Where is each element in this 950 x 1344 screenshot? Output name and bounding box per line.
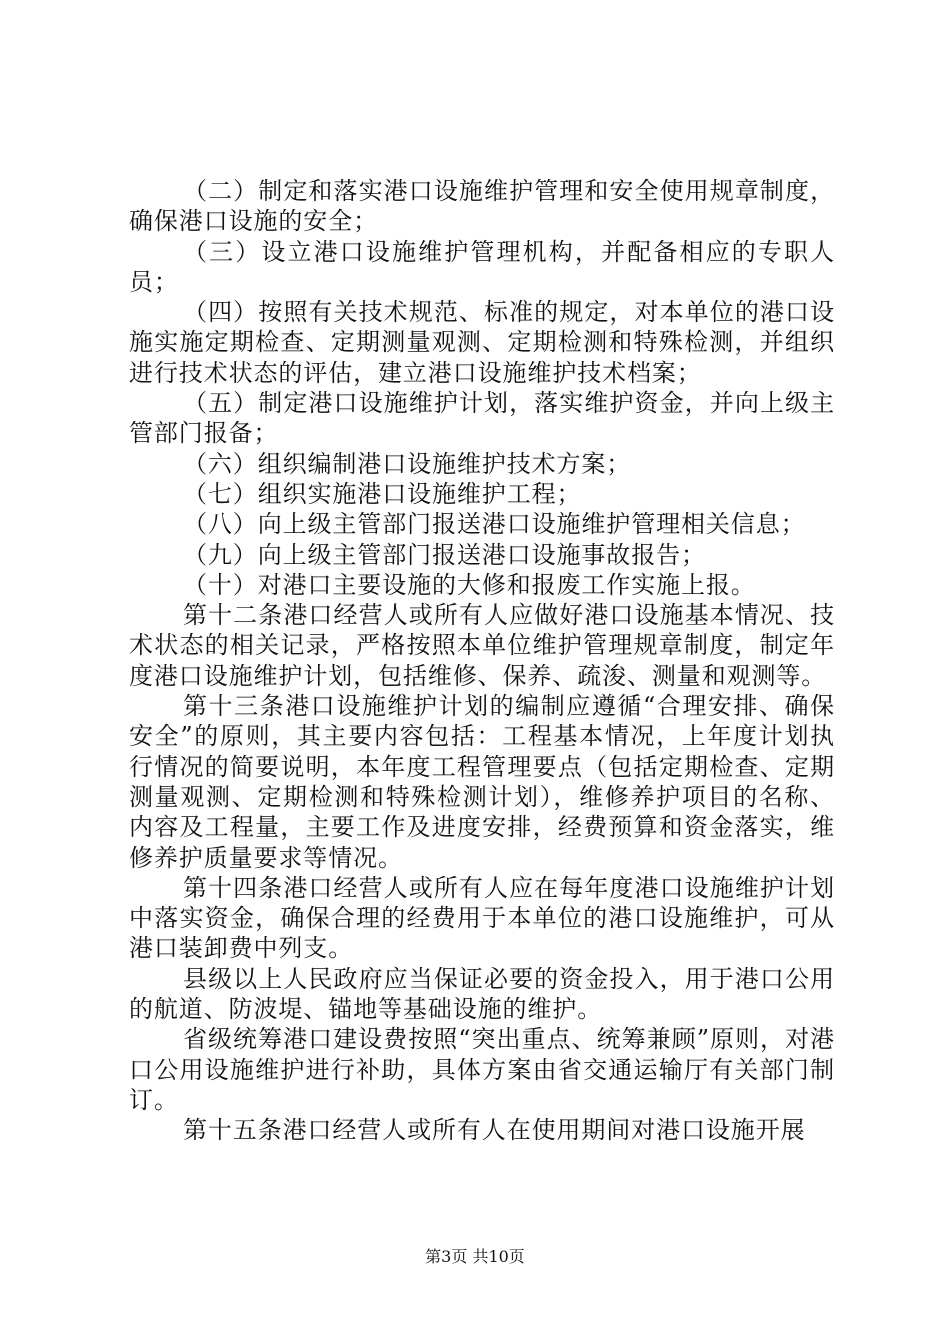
document-body — [129, 176, 835, 1146]
paragraph-article-12: 第十二条港口经营人或所有人应做好港口设施基本情况、技术状态的相关记录，严格按照本单位维护管理规章制度，制定年度港口设施维护计划，包括维修、保养、疏浚、测量和观测等。 — [129, 601, 835, 690]
paragraph-article-15: 第十五条港口经营人或所有人在使用期间对港口设施开展 — [183, 1116, 806, 1145]
paragraph-article-14: 第十四条港口经营人或所有人应在每年度港口设施维护计划中落实资金，确保合理的经费用于本单位的港口设施维护，可从港口装卸费中列支。 — [129, 873, 835, 963]
paragraph-item-5: （五）制定港口设施维护计划，落实维护资金，并向上级主管部门报备； — [129, 389, 835, 448]
paragraph-item-9: （九）向上级主管部门报送港口设施事故报告； — [183, 540, 706, 569]
page-number-footer: 第3页 共10页 — [425, 1247, 525, 1266]
paragraph-item-2: （二）制定和落实港口设施维护管理和安全使用规章制度，确保港口设施的安全； — [129, 177, 835, 236]
paragraph-item-7: （七）组织实施港口设施维护工程； — [183, 479, 582, 508]
paragraph-item-6: （六）组织编制港口设施维护技术方案； — [183, 449, 632, 478]
paragraph-province-funding: 省级统筹港口建设费按照“突出重点、统筹兼顾”原则，对港口公用设施维护进行补助，具体方案由省交通运输厅有关部门制订。 — [129, 1025, 835, 1114]
paragraph-county-funding: 县级以上人民政府应当保证必要的资金投入，用于港口公用的航道、防波堤、锚地等基础设施的维护。 — [129, 964, 835, 1024]
paragraph-item-3: （三）设立港口设施维护管理机构，并配备相应的专职人员； — [129, 237, 835, 296]
paragraph-item-4: （四）按照有关技术规范、标准的规定，对本单位的港口设施实施定期检查、定期测量观测、定期检测和特殊检测，并组织进行技术状态的评估，建立港口设施维护技术档案； — [129, 298, 835, 387]
paragraph-item-10: （十）对港口主要设施的大修和报废工作实施上报。 — [183, 570, 756, 599]
paragraph-item-8: （八）向上级主管部门报送港口设施维护管理相关信息； — [183, 510, 806, 539]
paragraph-article-13: 第十三条港口设施维护计划的编制应遵循“合理安排、确保安全”的原则，其主要内容包括：工程基本情况，上年度计划执行情况的简要说明，本年度工程管理要点（包括定期检查、定期测量观测、定期检测和特殊检测计划），维修养护项目的名称、内容及工程量，主要工作及进度安排，经费预算和资金落实，维修养护质量要求等情况。 — [129, 692, 835, 872]
